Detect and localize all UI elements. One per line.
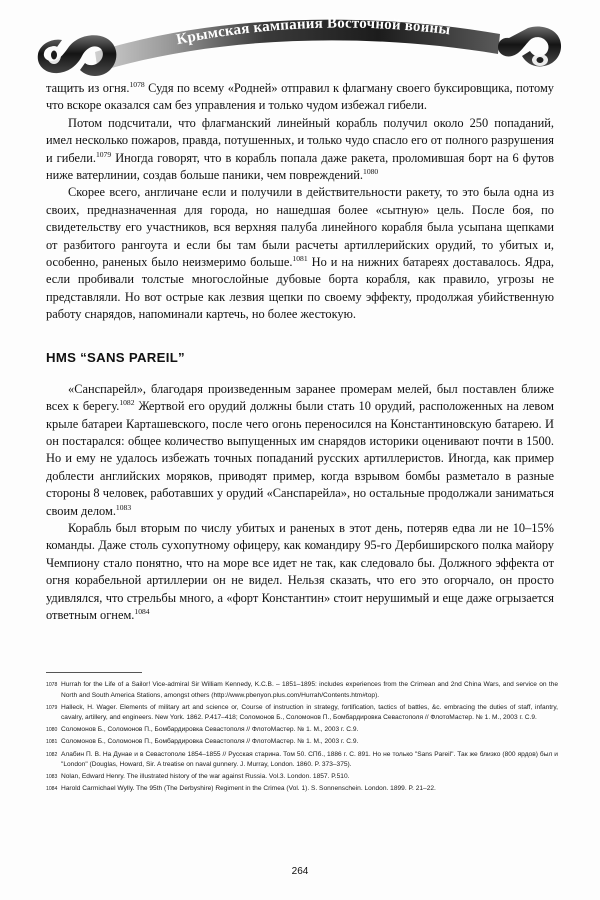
- footnote-number[interactable]: 1078: [46, 682, 58, 688]
- page-header-banner: [0, 8, 600, 78]
- footnote-reference[interactable]: 1084: [134, 606, 150, 616]
- footnote-item: [46, 680, 558, 701]
- footnote-list: [46, 680, 558, 795]
- body-paragraph: Потом подсчитали, что флагманский линейный корабль получил около 250 попаданий, имел несколько пожаров, правда, потушенных, и только чудо спасло его от полного разрушения и гибели.$^{1079}$ Иногда говорят, что в корабль попала даже ракета, проломившая борт на 6 футов ниже ватерлинии, создав больше паники, чем повреждений.$^{1080}$: [46, 115, 554, 183]
- footnote-text: Nolan, Edward Henry. The illustrated history of the war against Russia. Vol.3. London. 1857. P.510.: [61, 773, 350, 781]
- footnote-text: Hurrah for the Life of a Sailor! Vice-admiral Sir William Kennedy, K.C.B. – 1851–1895: includes experiences from the Crimean and 2nd China Wars, and service on the North and South America Stations, amongst others (http://www.pbenyon.plus.com/Hurrah/Contents.htm#top).: [61, 681, 558, 699]
- page-number: 264: [291, 866, 309, 877]
- ribbon-scroll-right-icon: [498, 27, 561, 67]
- footnote-item: [46, 703, 558, 724]
- footnote-reference[interactable]: 1079: [95, 149, 112, 159]
- footnote-number[interactable]: 1079: [46, 704, 58, 711]
- footnote-number[interactable]: 1083: [46, 774, 58, 781]
- footnote-text: Соломонов Б., Соломонов П., Бомбардировка Севастополя // ФлотоМастер. № 1. М., 2003 г. С.9.: [61, 726, 359, 734]
- section-heading: HMS “SANS PAREIL”: [46, 349, 185, 365]
- footnote-item: [46, 750, 558, 771]
- footnote-reference[interactable]: 1081: [292, 253, 308, 263]
- ribbon-scroll-left-icon: [38, 35, 117, 76]
- footnote-number[interactable]: 1082: [46, 751, 58, 758]
- footnote-text: Соломонов Б., Соломонов П., Бомбардировка Севастополя // ФлотоМастер. № 1. М., 2003 г. С.9.: [61, 738, 359, 746]
- footnote-item: [46, 784, 558, 795]
- body-paragraph: Скорее всего, англичане если и получили в действительности ракету, то это была одна из своих, предназначенная для города, но нашедшая более «сытную» цель. После боя, по свидетельству его участников, вся верхняя палуба линейного корабля была усыпана щепками от разбитого рангоута и если бы там были расчеты артиллерийских орудий, то убитых и, особенно, раненых было неизмеримо больше.$^{1081}$ Но и на нижних батареях доставалось. Ядра, если пробивали толстые многослойные дубовые борта корабля, как правило, угрозы не представляли. Но вот острые как лезвия щепки по своему эффекту, продолжая убийственную работу снарядов, напоминали картечь, но более жестокую.: [46, 185, 554, 322]
- footnote-item: [46, 725, 558, 736]
- footnote-reference[interactable]: 1082: [119, 397, 135, 407]
- footnote-item: [46, 772, 558, 783]
- footnote-separator-rule: [46, 672, 142, 673]
- footnote-number[interactable]: 1081: [46, 739, 58, 746]
- footnote-text: Алабин П. В. На Дунае и в Севастополе 1854–1855 // Русская старина. Том 50. СПб., 1886 г. С. 891. Но не только "Sans Pareil". Так же близко (800 ярдов) был и "London" (Douglas, Howard, Sir. A treatise on naval gunnery. J. Murray, London. 1860. P. 373–375).: [61, 750, 558, 769]
- paragraph-group-after-heading: [46, 381, 554, 625]
- footnote-number[interactable]: 1080: [46, 727, 58, 734]
- banner-title: Крымская кампания Восточной войны: [175, 15, 452, 49]
- footnote-text: Halleck, H. Wager. Elements of military art and science or, Course of instruction in strategy, fortification, tactics of battles, &c. embracing the duties of staff, infantry, cavalry, artillery, and engineers. New York. 1862. P.417–418; Соломонов Б., Соломонов П., Бомбардировка Севастополя // ФлотоМастер. № 1. М., 2003 г. С.9.: [61, 703, 558, 722]
- body-paragraph: «Санспарейл», благодаря произведенным заранее промерам мелей, был поставлен ближе всех к берегу.$^{1082}$ Жертвой его орудий должны были стать 10 орудий, расположенных на левом крыле батареи Карташевского, после чего огонь переносился на Константиновскую батарею. И он постарался: общее количество выпущенных им снарядов историки оценивают почти в 1500. Но и ему не удалось избежать точных попаданий русских артиллеристов. Иногда, как пример доблести английских моряков, приводят пример, когда взрывом бомбы разметало в разные стороны 8 человек, работавших у орудий «Санспарейла», но остальные продолжали заниматься своим делом.$^{1083}$: [46, 381, 554, 518]
- footnote-text: Harold Carmichael Wylly. The 95th (The Derbyshire) Regiment in the Crimea (Vol. 1). S. Sonnenschein. London. 1899. P. 21–22.: [61, 785, 436, 793]
- footnote-number[interactable]: 1084: [46, 786, 58, 793]
- footnote-item: [46, 737, 558, 748]
- body-text-column: [46, 80, 554, 624]
- body-paragraph: Корабль был вторым по числу убитых и раненых в этот день, потеряв едва ли не 10–15% команды. Даже столь сухопутному офицеру, как командиру 95-го Дербиширского полка майору Чемпиону стало понятно, что на море все идет не так, как следовало бы. Должного эффекта от огня корабельной артиллерии он не видел. Нельзя сказать, что его это огорчало, он просто удивлялся, что стрельбы много, а «форт Константин» стоит нерушимый и еще даже огрызается ответным огнем.$^{1084}$: [46, 520, 554, 622]
- body-paragraph: тащить из огня.$^{1078}$ Судя по всему «Родней» отправил к флагману своего буксировщика, потому что вскоре оказался сам без управления и только чудом избежал гибели.: [46, 79, 554, 113]
- footnote-reference[interactable]: 1083: [115, 502, 132, 512]
- footnote-reference[interactable]: 1080: [363, 166, 379, 176]
- footnotes-section: [46, 672, 558, 796]
- paragraph-group-before-heading: [46, 80, 554, 324]
- footnote-reference[interactable]: 1078: [129, 79, 145, 89]
